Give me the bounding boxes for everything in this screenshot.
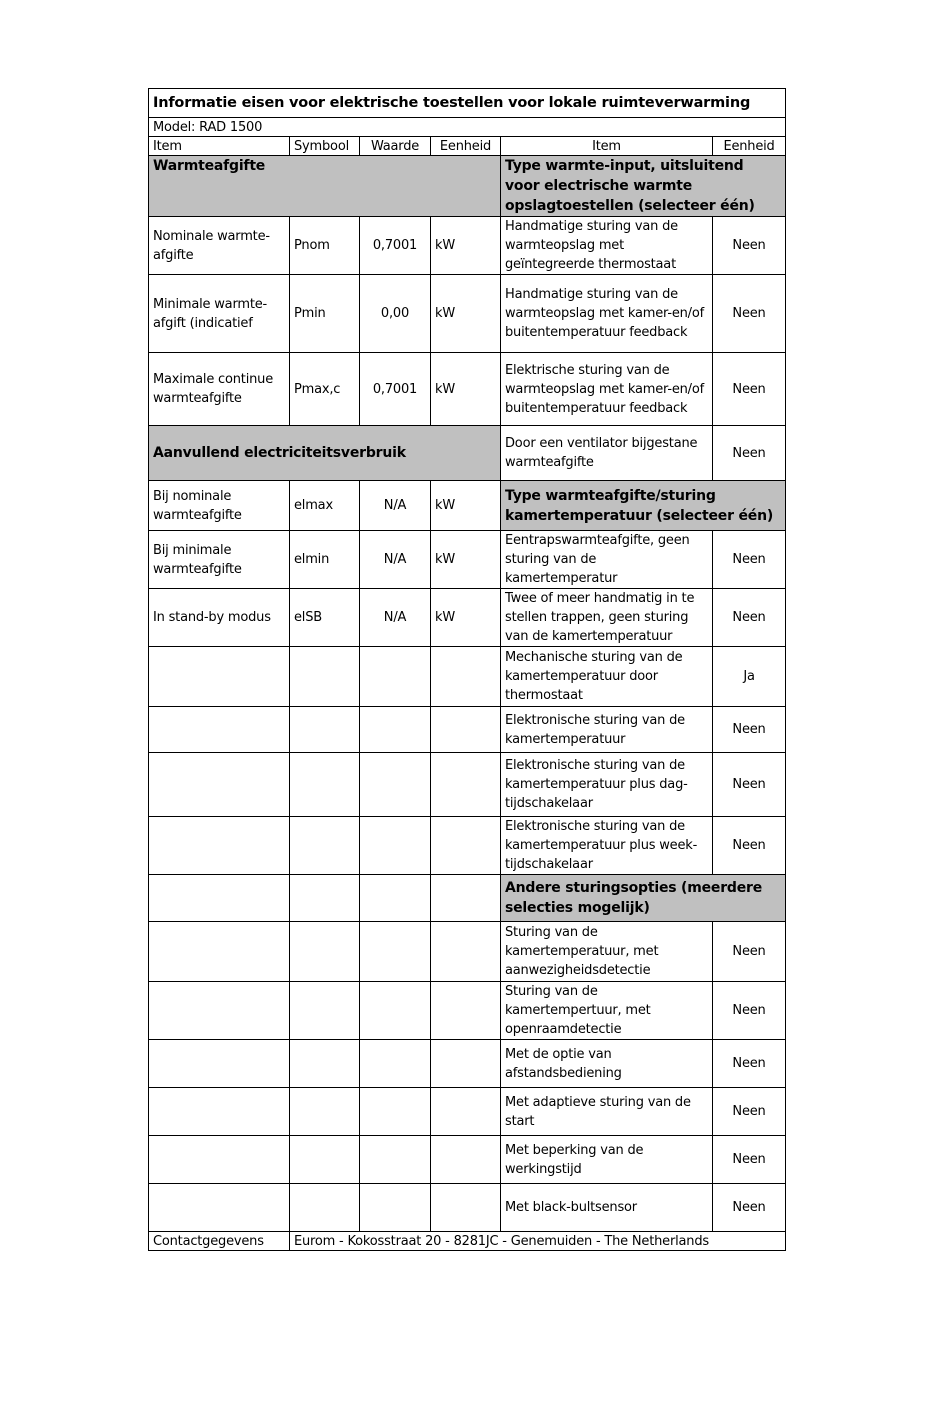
left-item: Nominale warmte-afgifte: [149, 217, 290, 275]
section-type-input: Type warmte-input, uitsluitend voor electrische warmte opslagtoestellen (selecteer één): [501, 156, 786, 217]
left-unit: kW: [431, 217, 501, 275]
right-value: Neen: [713, 426, 786, 481]
right-value: Ja: [713, 647, 786, 707]
left-symbol: elmax: [290, 481, 360, 531]
right-value: Neen: [713, 922, 786, 982]
right-item: Mechanische sturing van de kamertemperatuur door thermostaat: [501, 647, 713, 707]
empty-cell: [290, 922, 360, 982]
empty-cell: [149, 1088, 290, 1136]
section-type-sturing: Type warmteafgifte/sturing kamertemperatuur (selecteer één): [501, 481, 786, 531]
right-value: Neen: [713, 753, 786, 817]
right-value: Neen: [713, 589, 786, 647]
empty-cell: [290, 707, 360, 753]
left-item: Bij minimale warmteafgifte: [149, 531, 290, 589]
empty-cell: [360, 817, 431, 875]
empty-cell: [149, 817, 290, 875]
empty-cell: [290, 1088, 360, 1136]
contact-value: Eurom - Kokosstraat 20 - 8281JC - Genemuiden - The Netherlands: [290, 1232, 786, 1251]
section-aanvullend: Aanvullend electriciteitsverbruik: [149, 426, 501, 481]
right-value: Neen: [713, 531, 786, 589]
left-value: N/A: [360, 589, 431, 647]
section-warmteafgifte: Warmteafgifte: [149, 156, 501, 217]
right-value: Neen: [713, 275, 786, 353]
right-value: Neen: [713, 353, 786, 426]
empty-cell: [149, 753, 290, 817]
table-title: Informatie eisen voor elektrische toestellen voor lokale ruimteverwarming: [149, 89, 786, 118]
empty-cell: [431, 647, 501, 707]
right-value: Neen: [713, 1184, 786, 1232]
empty-cell: [149, 875, 290, 922]
right-value: Neen: [713, 982, 786, 1040]
empty-cell: [431, 1136, 501, 1184]
header-eenheid: Eenheid: [431, 137, 501, 156]
empty-cell: [149, 922, 290, 982]
empty-cell: [290, 1136, 360, 1184]
left-symbol: Pmax,c: [290, 353, 360, 426]
empty-cell: [360, 1184, 431, 1232]
empty-cell: [431, 707, 501, 753]
right-item: Twee of meer handmatig in te stellen trappen, geen sturing van de kamertemperatuur: [501, 589, 713, 647]
right-item: Handmatige sturing van de warmteopslag met kamer-en/of buitentemperatuur feedback: [501, 275, 713, 353]
empty-cell: [360, 982, 431, 1040]
empty-cell: [149, 1136, 290, 1184]
empty-cell: [290, 1184, 360, 1232]
left-value: 0,7001: [360, 217, 431, 275]
empty-cell: [360, 922, 431, 982]
header-symbool: Symbool: [290, 137, 360, 156]
contact-label: Contactgegevens: [149, 1232, 290, 1251]
left-value: 0,7001: [360, 353, 431, 426]
left-item: Maximale continue warmteafgifte: [149, 353, 290, 426]
section-andere: Andere sturingsopties (meerdere selecties mogelijk): [501, 875, 786, 922]
left-item: Bij nominale warmteafgifte: [149, 481, 290, 531]
empty-cell: [431, 982, 501, 1040]
left-item: Minimale warmte-afgift (indicatief: [149, 275, 290, 353]
empty-cell: [431, 817, 501, 875]
right-item: Elektronische sturing van de kamertemperatuur: [501, 707, 713, 753]
empty-cell: [149, 1040, 290, 1088]
left-symbol: Pmin: [290, 275, 360, 353]
right-item: Handmatige sturing van de warmteopslag met geïntegreerde thermostaat: [501, 217, 713, 275]
empty-cell: [431, 875, 501, 922]
left-symbol: Pnom: [290, 217, 360, 275]
left-symbol: elmin: [290, 531, 360, 589]
right-item: Door een ventilator bijgestane warmteafgifte: [501, 426, 713, 481]
right-item: Met black-bultsensor: [501, 1184, 713, 1232]
empty-cell: [290, 1040, 360, 1088]
empty-cell: [360, 1136, 431, 1184]
empty-cell: [431, 1040, 501, 1088]
right-item: Eentrapswarmteafgifte, geen sturing van de kamertemperatur: [501, 531, 713, 589]
left-unit: kW: [431, 531, 501, 589]
left-item: In stand-by modus: [149, 589, 290, 647]
left-unit: kW: [431, 589, 501, 647]
left-value: 0,00: [360, 275, 431, 353]
empty-cell: [360, 875, 431, 922]
empty-cell: [360, 1088, 431, 1136]
header-waarde: Waarde: [360, 137, 431, 156]
empty-cell: [360, 707, 431, 753]
right-value: Neen: [713, 1040, 786, 1088]
empty-cell: [290, 875, 360, 922]
right-item: Sturing van de kamertemperatuur, met aanwezigheidsdetectie: [501, 922, 713, 982]
right-item: Met adaptieve sturing van de start: [501, 1088, 713, 1136]
empty-cell: [149, 647, 290, 707]
empty-cell: [149, 707, 290, 753]
right-value: Neen: [713, 817, 786, 875]
right-value: Neen: [713, 217, 786, 275]
spec-table: [148, 88, 786, 1251]
empty-cell: [360, 1040, 431, 1088]
empty-cell: [290, 647, 360, 707]
left-unit: kW: [431, 481, 501, 531]
right-value: Neen: [713, 1088, 786, 1136]
left-value: N/A: [360, 481, 431, 531]
empty-cell: [149, 982, 290, 1040]
empty-cell: [360, 647, 431, 707]
right-item: Met de optie van afstandsbediening: [501, 1040, 713, 1088]
right-value: Neen: [713, 1136, 786, 1184]
right-item: Met beperking van de werkingstijd: [501, 1136, 713, 1184]
empty-cell: [431, 1184, 501, 1232]
model-label: Model: RAD 1500: [149, 118, 786, 137]
left-unit: kW: [431, 353, 501, 426]
empty-cell: [290, 982, 360, 1040]
empty-cell: [431, 1088, 501, 1136]
right-item: Sturing van de kamertempertuur, met openraamdetectie: [501, 982, 713, 1040]
right-item: Elektrische sturing van de warmteopslag met kamer-en/of buitentemperatuur feedback: [501, 353, 713, 426]
empty-cell: [290, 753, 360, 817]
right-item: Elektronische sturing van de kamertemperatuur plus dag-tijdschakelaar: [501, 753, 713, 817]
empty-cell: [431, 922, 501, 982]
right-item: Elektronische sturing van de kamertemperatuur plus week-tijdschakelaar: [501, 817, 713, 875]
right-value: Neen: [713, 707, 786, 753]
left-symbol: elSB: [290, 589, 360, 647]
empty-cell: [360, 753, 431, 817]
left-unit: kW: [431, 275, 501, 353]
header-item: Item: [149, 137, 290, 156]
empty-cell: [431, 753, 501, 817]
header-eenheid-right: Eenheid: [713, 137, 786, 156]
spec-sheet: [148, 88, 785, 1251]
empty-cell: [290, 817, 360, 875]
empty-cell: [149, 1184, 290, 1232]
header-item-right: Item: [501, 137, 713, 156]
left-value: N/A: [360, 531, 431, 589]
